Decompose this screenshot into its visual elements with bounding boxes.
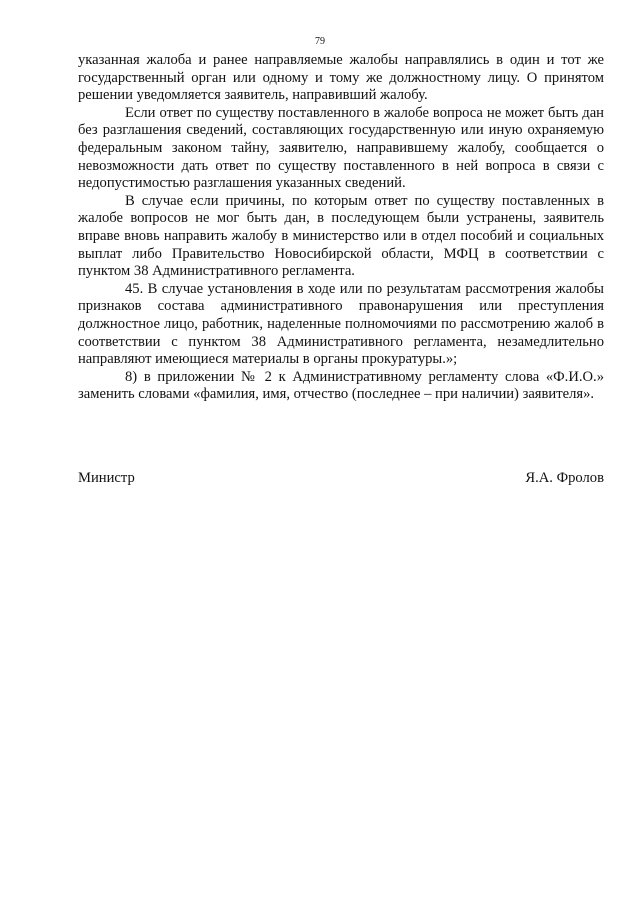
signatory-name: Я.А. Фролов: [525, 470, 604, 486]
signature-block: [78, 470, 604, 488]
signatory-title: Министр: [78, 470, 135, 486]
paragraph-item-8: 8) в приложении № 2 к Административному регламенту слова «Ф.И.О.» заменить словами «фамилия, имя, отчество (последнее – при наличии) заявителя».: [78, 368, 604, 403]
document-body: [78, 52, 604, 404]
paragraph-secret-info: Если ответ по существу поставленного в жалобе вопроса не может быть дан без разглашения сведений, составляющих государственную или иную охраняемую федеральным законом тайну, заявителю, направившему жалобу, сообщается о невозможности дать ответ по существу поставленного в ней вопроса в связи с недопустимостью разглашения указанных сведений.: [78, 104, 604, 192]
page-number: 79: [315, 36, 325, 47]
paragraph-item-45: 45. В случае установления в ходе или по результатам рассмотрения жалобы признаков состава административного правонарушения или преступления должностное лицо, работник, наделенные полномочиями по рассмотрению жалоб в соответствии с пунктом 38 Административного регламента, незамедлительно направляют имеющиеся материалы в органы прокуратуры.»;: [78, 280, 604, 368]
paragraph-resubmit: В случае если причины, по которым ответ по существу поставленных в жалобе вопросов не мог быть дан, в последующем были устранены, заявитель вправе вновь направить жалобу в министерство или в отдел пособий и социальных выплат либо Правительство Новосибирской области, МФЦ в соответствии с пунктом 38 Административного регламента.: [78, 192, 604, 280]
paragraph-continuation: указанная жалоба и ранее направляемые жалобы направлялись в один и тот же государственный орган или одному и тому же должностному лицу. О принятом решении уведомляется заявитель, направивший жалобу.: [78, 52, 604, 104]
